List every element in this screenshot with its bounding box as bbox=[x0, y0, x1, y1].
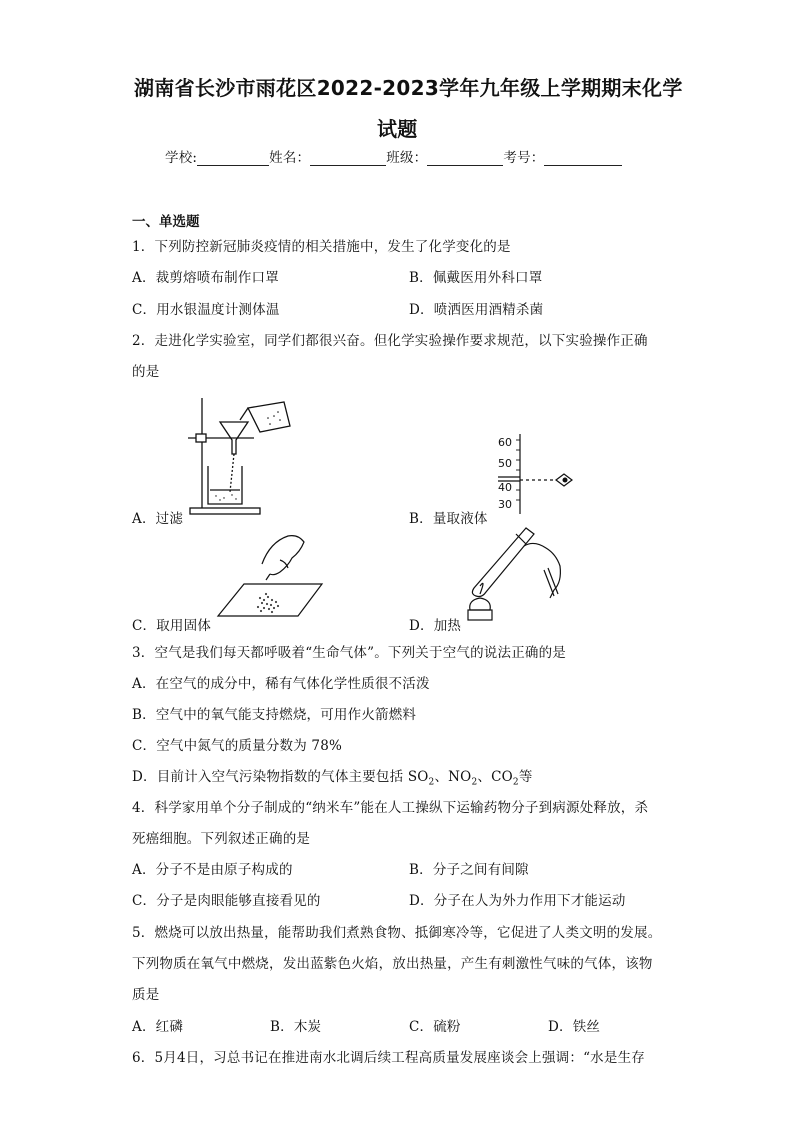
q1-stem: 1．下列防控新冠肺炎疫情的相关措施中，发生了化学变化的是 bbox=[132, 239, 511, 255]
q2-option-d: D．加热 bbox=[409, 618, 462, 634]
q3-d-text-mid2: 、CO bbox=[477, 769, 513, 785]
document-title-line1: 湖南省长沙市雨花区2022-2023学年九年级上学期期末化学 bbox=[134, 76, 683, 100]
q1-option-b: B．佩戴医用外科口罩 bbox=[409, 270, 543, 286]
number-label: 考号： bbox=[503, 150, 545, 166]
school-label: 学校: bbox=[165, 150, 198, 166]
q3-option-d bbox=[132, 765, 533, 788]
school-blank[interactable] bbox=[197, 151, 269, 166]
cylinder-tick-60: 60 bbox=[498, 436, 512, 449]
q2-option-b: B．量取液体 bbox=[409, 511, 488, 527]
q3-stem: 3．空气是我们每天都呼吸着“生命气体”。下列关于空气的说法正确的是 bbox=[132, 645, 566, 661]
q3-d-sub1: 2 bbox=[428, 777, 435, 788]
q5-option-d: D．铁丝 bbox=[548, 1019, 601, 1035]
solid-sampling-figure bbox=[214, 532, 326, 620]
student-info-line bbox=[165, 146, 622, 166]
q2-option-a: A．过滤 bbox=[132, 511, 184, 527]
q6-stem-line1: 6．5月4日，习总书记在推进南水北调后续工程高质量发展座谈会上强调：“水是生存 bbox=[132, 1050, 645, 1066]
q4-option-c: C．分子是肉眼能够直接看见的 bbox=[132, 893, 321, 909]
q5-stem-line1: 5．燃烧可以放出热量，能帮助我们煮熟食物、抵御寒冷等，它促进了人类文明的发展。 bbox=[132, 925, 662, 941]
q4-option-d: D．分子在人为外力作用下才能运动 bbox=[409, 893, 626, 909]
q3-d-sub3: 2 bbox=[512, 777, 519, 788]
q2-stem-line2: 的是 bbox=[132, 364, 160, 380]
document-title-line2: 试题 bbox=[377, 117, 418, 141]
q4-option-a: A．分子不是由原子构成的 bbox=[132, 862, 293, 878]
cylinder-tick-50: 50 bbox=[498, 457, 512, 470]
q1-option-a: A．裁剪熔喷布制作口罩 bbox=[132, 270, 279, 286]
q3-d-text-pre: D．目前计入空气污染物指数的气体主要包括 SO bbox=[132, 769, 429, 785]
q3-option-b: B．空气中的氧气能支持燃烧，可用作火箭燃料 bbox=[132, 707, 417, 723]
q3-option-a: A．在空气的成分中，稀有气体化学性质很不活泼 bbox=[132, 676, 430, 692]
q3-option-c: C．空气中氮气的质量分数为 78% bbox=[132, 738, 343, 754]
section-heading: 一、单选题 bbox=[132, 214, 200, 230]
q4-stem-line1: 4．科学家用单个分子制成的“纳米车”能在人工操纵下运输药物分子到病源处释放，杀 bbox=[132, 800, 649, 816]
q5-option-a: A．红磷 bbox=[132, 1019, 184, 1035]
q1-option-d: D．喷洒医用酒精杀菌 bbox=[409, 302, 544, 318]
q5-option-c: C．硫粉 bbox=[409, 1019, 461, 1035]
number-blank[interactable] bbox=[544, 151, 622, 166]
class-blank[interactable] bbox=[427, 151, 503, 166]
graduated-cylinder-figure bbox=[490, 430, 580, 522]
name-blank[interactable] bbox=[310, 151, 386, 166]
q2-option-c: C．取用固体 bbox=[132, 618, 212, 634]
q5-stem-line2: 下列物质在氧气中燃烧，发出蓝紫色火焰，放出热量，产生有刺激性气味的气体，该物 bbox=[132, 956, 653, 972]
name-label: 姓名： bbox=[269, 150, 311, 166]
q3-d-text-mid1: 、NO bbox=[434, 769, 472, 785]
cylinder-tick-40: 40 bbox=[498, 481, 512, 494]
q1-option-c: C．用水银温度计测体温 bbox=[132, 302, 280, 318]
filtration-figure bbox=[180, 392, 298, 520]
q4-option-b: B．分子之间有间隙 bbox=[409, 862, 529, 878]
q3-d-text-post: 等 bbox=[518, 769, 533, 785]
q5-option-b: B．木炭 bbox=[270, 1019, 322, 1035]
cylinder-tick-30: 30 bbox=[498, 498, 512, 511]
class-label: 班级： bbox=[386, 150, 428, 166]
q2-stem-line1: 2．走进化学实验室，同学们都很兴奋。但化学实验操作要求规范，以下实验操作正确 bbox=[132, 333, 648, 349]
q4-stem-line2: 死癌细胞。下列叙述正确的是 bbox=[132, 831, 311, 847]
q5-stem-line3: 质是 bbox=[132, 987, 160, 1003]
heating-figure bbox=[464, 526, 572, 626]
q3-d-sub2: 2 bbox=[471, 777, 478, 788]
